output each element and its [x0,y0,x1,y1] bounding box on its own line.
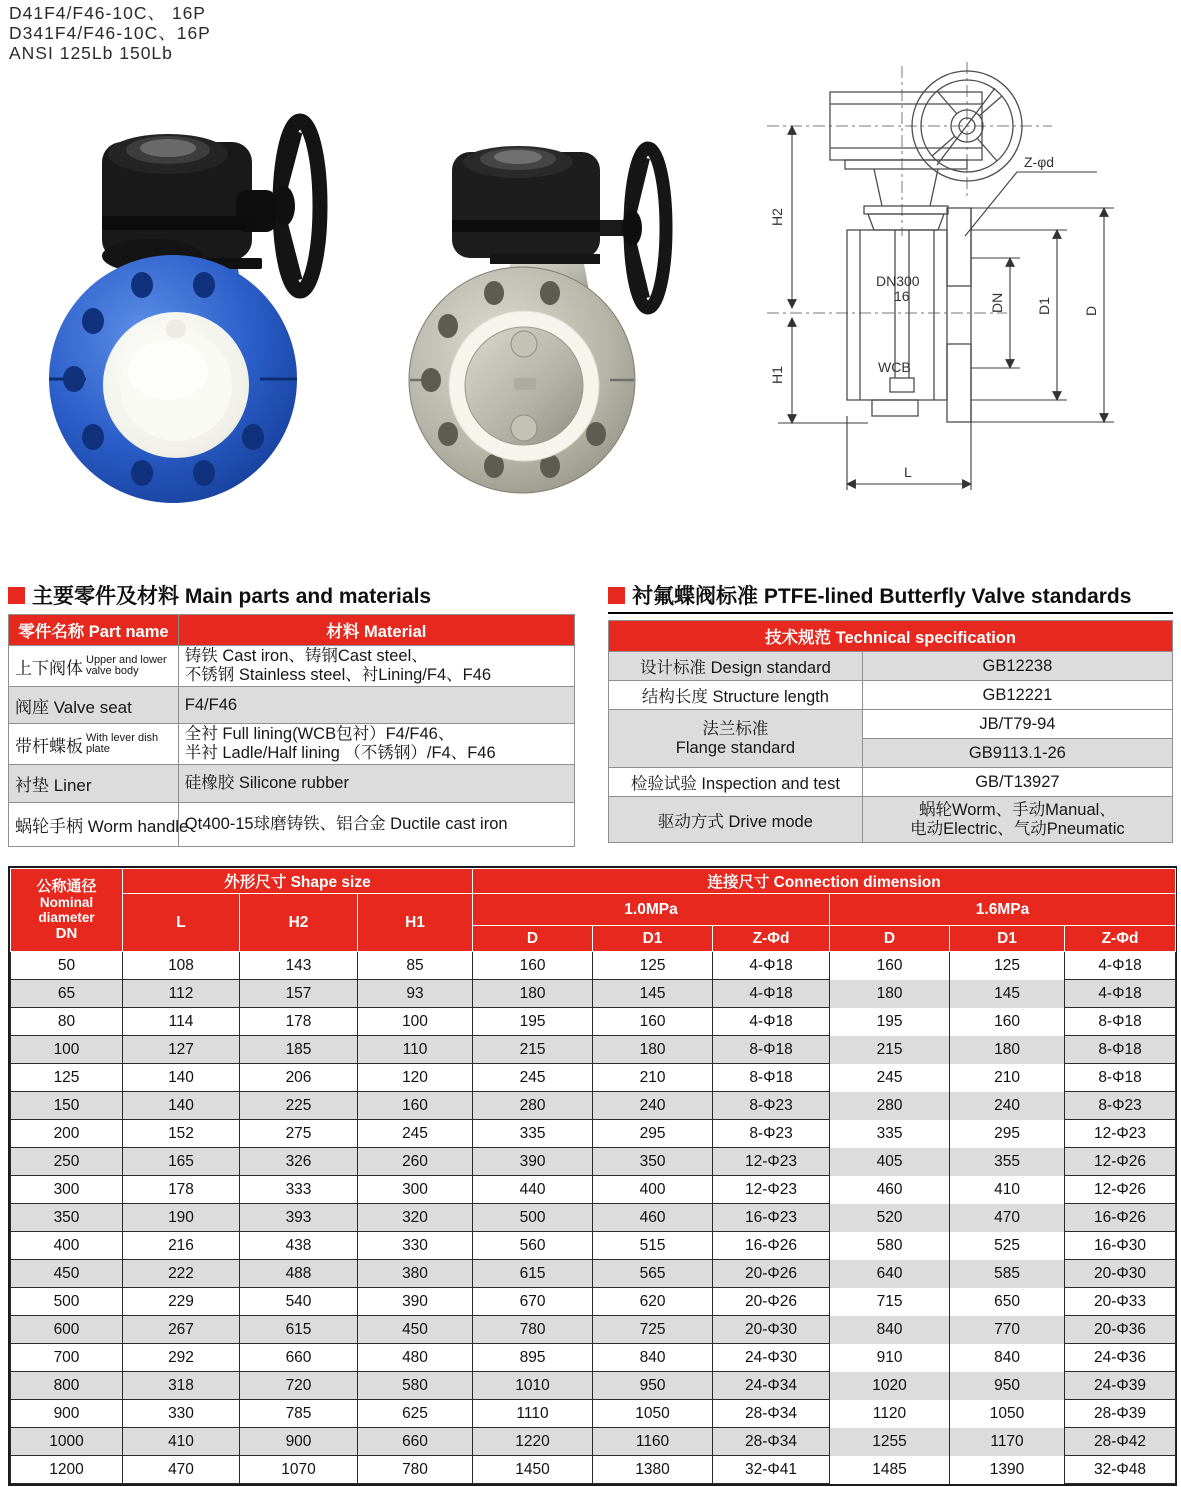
dim-cell: 500 [473,1204,593,1232]
material-cell: 铸铁 Cast iron、铸钢Cast steel、 不锈钢 Stainless steel、衬Lining/F4、F46 [178,646,574,687]
dim-cell: 178 [123,1176,240,1204]
dim-cell: 580 [358,1372,473,1400]
valve-body [409,264,635,493]
dn-dim-label: DN [989,292,1005,313]
dim-cell: 24-Φ34 [713,1372,830,1400]
design-standard-value: GB12238 [862,652,1172,681]
dim-cell: 160 [593,1008,713,1036]
col-header-d-10: D [473,926,593,952]
flange-standard-value-1: JB/T79-94 [862,710,1172,739]
dim-cell: 580 [830,1232,950,1260]
dim-cell: 400 [593,1176,713,1204]
tech-spec-header: 技术规范 Technical specification [609,621,1173,652]
dim-cell: 390 [473,1148,593,1176]
dim-cell: 330 [123,1400,240,1428]
dim-cell: 900 [11,1400,123,1428]
dim-cell: 295 [593,1120,713,1148]
dim-cell: 178 [240,1008,358,1036]
table-row [11,1344,1176,1372]
dim-cell: 540 [240,1288,358,1316]
col-header-z-10: Z-Φd [713,926,830,952]
dim-cell: 1450 [473,1456,593,1484]
dim-cell: 910 [830,1344,950,1372]
table-row [11,1260,1176,1288]
dim-cell: 85 [358,952,473,980]
dim-cell: 120 [358,1064,473,1092]
dim-cell: 480 [358,1344,473,1372]
part-name-cell: 蜗轮手柄 Worm handle [9,803,179,847]
photo-steel-valve [368,128,700,522]
dim-cell: 180 [473,980,593,1008]
h1-dim-label: H1 [769,366,785,384]
dim-cell: 32-Φ48 [1065,1456,1176,1484]
flange-standard-value-2: GB9113.1-26 [862,739,1172,768]
valve-dimension-drawing [752,58,1180,560]
dim-cell: 16-Φ23 [713,1204,830,1232]
dim-cell: 1390 [950,1456,1065,1484]
dim-cell: 125 [950,952,1065,980]
dim-cell: 1220 [473,1428,593,1456]
steel-valve-illustration [368,128,700,522]
col-header-d1-16: D1 [950,926,1065,952]
dim-cell: 280 [473,1092,593,1120]
dim-cell: 160 [830,952,950,980]
part-name-cell: 衬垫 Liner [9,765,179,803]
dim-cell: 8-Φ18 [1065,1064,1176,1092]
table-row [11,1372,1176,1400]
dim-cell: 240 [593,1092,713,1120]
dim-cell: 24-Φ30 [713,1344,830,1372]
dim-cell: 440 [473,1176,593,1204]
dim-cell: 8-Φ23 [713,1092,830,1120]
dim-cell: 16-Φ26 [713,1232,830,1260]
dim-cell: 215 [830,1036,950,1064]
dim-cell: 20-Φ30 [1065,1260,1176,1288]
col-header-h1: H1 [358,894,473,952]
table-row [11,1148,1176,1176]
standards-table [608,620,1173,843]
dim-cell: 560 [473,1232,593,1260]
dim-cell: 12-Φ23 [713,1176,830,1204]
table-row [11,1316,1176,1344]
table-row [11,1204,1176,1232]
col-header-material: 材料 Material [178,615,574,646]
dim-cell: 800 [11,1372,123,1400]
dim-cell: 195 [473,1008,593,1036]
dim-cell: 20-Φ33 [1065,1288,1176,1316]
gearbox-icon [452,146,600,264]
material-cell: 硅橡胶 Silicone rubber [178,765,574,803]
valve-body [49,255,297,503]
dim-cell: 720 [240,1372,358,1400]
model-codes [9,3,211,63]
dim-cell: 28-Φ34 [713,1400,830,1428]
table-row [11,1288,1176,1316]
z-phid-text: Z-φd [1024,154,1055,170]
structure-length-value: GB12221 [862,681,1172,710]
dim-cell: 295 [950,1120,1065,1148]
dim-cell: 245 [358,1120,473,1148]
gearbox-drawing [830,92,982,214]
dim-cell: 1050 [593,1400,713,1428]
dim-cell: 1070 [240,1456,358,1484]
dim-cell: 1160 [593,1428,713,1456]
dim-cell: 28-Φ42 [1065,1428,1176,1456]
dim-cell: 65 [11,980,123,1008]
dim-cell: 320 [358,1204,473,1232]
dim-cell: 565 [593,1260,713,1288]
dim-cell: 350 [11,1204,123,1232]
model-line-1: D41F4/F46-10C、 16P [9,3,206,23]
dim-cell: 250 [11,1148,123,1176]
d-dim-label: D [1083,305,1099,316]
dim-cell: 229 [123,1288,240,1316]
table-row [11,1456,1176,1484]
wcb-text: WCB [878,359,911,375]
dim-cell: 1010 [473,1372,593,1400]
standards-section [608,581,1173,847]
inspection-test-value: GB/T13927 [862,768,1172,797]
table-row [11,1092,1176,1120]
dim-cell: 1110 [473,1400,593,1428]
dim-cell: 20-Φ36 [1065,1316,1176,1344]
dim-cell: 185 [240,1036,358,1064]
dim-cell: 640 [830,1260,950,1288]
gearbox-icon [102,134,276,273]
dim-cell: 650 [950,1288,1065,1316]
dim-cell: 615 [473,1260,593,1288]
dim-cell: 330 [358,1232,473,1260]
dim-cell: 895 [473,1344,593,1372]
dim-cell: 127 [123,1036,240,1064]
dim-cell: 1170 [950,1428,1065,1456]
dim-cell: 152 [123,1120,240,1148]
group-header-1-0mpa: 1.0MPa [473,894,830,926]
dim-cell: 160 [473,952,593,980]
dim-cell: 245 [473,1064,593,1092]
dim-cell: 350 [593,1148,713,1176]
parts-section-title [8,581,575,609]
dim-cell: 8-Φ23 [1065,1092,1176,1120]
dim-cell: 4-Φ18 [1065,952,1176,980]
group-header-1-6mpa: 1.6MPa [830,894,1176,926]
dim-cell: 1050 [950,1400,1065,1428]
dim-cell: 216 [123,1232,240,1260]
dim-cell: 950 [950,1372,1065,1400]
dim-cell: 110 [358,1036,473,1064]
dim-cell: 620 [593,1288,713,1316]
dim-cell: 20-Φ26 [713,1260,830,1288]
col-header-l: L [123,894,240,952]
dim-cell: 145 [950,980,1065,1008]
dim-cell: 16-Φ30 [1065,1232,1176,1260]
dim-cell: 460 [593,1204,713,1232]
dim-cell: 410 [950,1176,1065,1204]
d1-dim-label: D1 [1036,297,1052,315]
design-standard-label: 设计标准 Design standard [609,652,863,681]
table-row [11,1176,1176,1204]
dim-cell: 195 [830,1008,950,1036]
dim-cell: 100 [358,1008,473,1036]
flange-standard-label: 法兰标准 Flange standard [609,710,863,768]
group-header-connection: 连接尺寸 Connection dimension [473,869,1176,894]
dim-cell: 410 [123,1428,240,1456]
dim-cell: 280 [830,1092,950,1120]
dim-cell: 28-Φ39 [1065,1400,1176,1428]
red-square-icon [608,587,625,604]
dim-cell: 215 [473,1036,593,1064]
dim-cell: 180 [830,980,950,1008]
dim-cell: 450 [11,1260,123,1288]
dim-cell: 275 [240,1120,358,1148]
photo-blue-valve [40,98,380,522]
dim-cell: 125 [11,1064,123,1092]
drive-mode-value: 蜗轮Worm、手动Manual、 电动Electric、气动Pneumatic [862,797,1172,843]
dim-cell: 670 [473,1288,593,1316]
technical-drawing [752,58,1180,560]
table-row [11,1008,1176,1036]
dim-cell: 12-Φ26 [1065,1176,1176,1204]
dim-cell: 780 [358,1456,473,1484]
table-row [11,1036,1176,1064]
dim-cell: 4-Φ18 [713,980,830,1008]
dim-cell: 267 [123,1316,240,1344]
model-line-2: D341F4/F46-10C、16P [9,23,211,43]
dim-cell: 145 [593,980,713,1008]
dim-cell: 470 [950,1204,1065,1232]
dim-cell: 715 [830,1288,950,1316]
dim-cell: 240 [950,1092,1065,1120]
dim-cell: 770 [950,1316,1065,1344]
parts-table [8,614,575,847]
dim-cell: 8-Φ23 [713,1120,830,1148]
dim-cell: 725 [593,1316,713,1344]
dim-cell: 8-Φ18 [1065,1036,1176,1064]
table-row [11,1232,1176,1260]
dim-cell: 200 [11,1120,123,1148]
dim-cell: 16-Φ26 [1065,1204,1176,1232]
dim-cell: 28-Φ34 [713,1428,830,1456]
col-header-dn: 公称通径 Nominal diameter DN [11,869,123,952]
dim-cell: 500 [11,1288,123,1316]
dim-cell: 390 [358,1288,473,1316]
dim-cell: 1380 [593,1456,713,1484]
dim-cell: 393 [240,1204,358,1232]
dim-cell: 4-Φ18 [1065,980,1176,1008]
dim-cell: 80 [11,1008,123,1036]
parts-title-text: 主要零件及材料 Main parts and materials [32,585,432,608]
dim-cell: 24-Φ39 [1065,1372,1176,1400]
dim-cell: 335 [830,1120,950,1148]
dim-cell: 50 [11,952,123,980]
dim-cell: 32-Φ41 [713,1456,830,1484]
dim-cell: 470 [123,1456,240,1484]
dim-cell: 112 [123,980,240,1008]
parts-section [8,581,575,847]
col-header-d1-10: D1 [593,926,713,952]
dim-cell: 615 [240,1316,358,1344]
dim-cell: 660 [240,1344,358,1372]
dim-cell: 20-Φ26 [713,1288,830,1316]
dim-cell: 780 [473,1316,593,1344]
dim-cell: 380 [358,1260,473,1288]
dimensions-tbody [11,952,1176,1484]
structure-length-label: 结构长度 Structure length [609,681,863,710]
dim-cell: 840 [593,1344,713,1372]
dim-cell: 150 [11,1092,123,1120]
dim-cell: 190 [123,1204,240,1232]
material-cell: F4/F46 [178,687,574,724]
dn300-text: DN300 [876,273,920,289]
model-line-3: ANSI 125Lb 150Lb [9,43,173,63]
inspection-test-label: 检验试验 Inspection and test [609,768,863,797]
dim-cell: 12-Φ26 [1065,1148,1176,1176]
dim-cell: 180 [950,1036,1065,1064]
dim-cell: 405 [830,1148,950,1176]
dim-cell: 318 [123,1372,240,1400]
body-drawing [847,208,971,422]
dim-cell: 225 [240,1092,358,1120]
dim-cell: 700 [11,1344,123,1372]
dim-cell: 180 [593,1036,713,1064]
dim-cell: 585 [950,1260,1065,1288]
z-phid-label [965,154,1097,236]
table-row [11,1064,1176,1092]
h2-dim-label: H2 [769,208,785,226]
dim-cell: 8-Φ18 [713,1036,830,1064]
drive-mode-label: 驱动方式 Drive mode [609,797,863,843]
dim-cell: 1120 [830,1400,950,1428]
dim-cell: 450 [358,1316,473,1344]
dim-cell: 260 [358,1148,473,1176]
dim-cell: 157 [240,980,358,1008]
dim-cell: 210 [950,1064,1065,1092]
dim-cell: 1020 [830,1372,950,1400]
dim-cell: 1255 [830,1428,950,1456]
dim-cell: 400 [11,1232,123,1260]
dim-cell: 438 [240,1232,358,1260]
dim-cell: 460 [830,1176,950,1204]
table-row [11,1428,1176,1456]
dim-cell: 12-Φ23 [1065,1120,1176,1148]
dim-cell: 1000 [11,1428,123,1456]
dim-cell: 114 [123,1008,240,1036]
dim-cell: 520 [830,1204,950,1232]
dim-cell: 8-Φ18 [713,1064,830,1092]
material-cell: 全衬 Full lining(WCB包衬）F4/F46、 半衬 Ladle/Half lining （不锈钢）/F4、F46 [178,724,574,765]
standards-title-text: 衬氟蝶阀标准 PTFE-lined Butterfly Valve standards [632,585,1132,608]
table-row [11,952,1176,980]
dim-cell: 515 [593,1232,713,1260]
dim-cell: 950 [593,1372,713,1400]
dim-cell: 8-Φ18 [1065,1008,1176,1036]
dimensions-table [10,868,1176,1484]
dim-cell: 165 [123,1148,240,1176]
dim-cell: 900 [240,1428,358,1456]
blue-valve-illustration [40,98,380,522]
col-header-h2: H2 [240,894,358,952]
dim-cell: 300 [358,1176,473,1204]
part-name-cell: 上下阀体 Upper and lower valve body [9,646,179,687]
group-header-shape-size: 外形尺寸 Shape size [123,869,473,894]
dim-cell: 840 [950,1344,1065,1372]
col-header-d-16: D [830,926,950,952]
dim-cell: 24-Φ36 [1065,1344,1176,1372]
dimensions-table-wrap [8,866,1177,1486]
table-row [11,1400,1176,1428]
dim-cell: 12-Φ23 [713,1148,830,1176]
dim-cell: 625 [358,1400,473,1428]
dim-cell: 1200 [11,1456,123,1484]
dim-cell: 333 [240,1176,358,1204]
dim-cell: 335 [473,1120,593,1148]
table-row [11,980,1176,1008]
dim-cell: 160 [950,1008,1065,1036]
dim-cell: 245 [830,1064,950,1092]
dim-cell: 660 [358,1428,473,1456]
dim-cell: 222 [123,1260,240,1288]
l-dim-label: L [904,464,912,480]
dim-cell: 355 [950,1148,1065,1176]
dim-cell: 4-Φ18 [713,1008,830,1036]
middle-sections [8,581,1173,847]
dim-cell: 206 [240,1064,358,1092]
dim-cell: 93 [358,980,473,1008]
col-header-part-name: 零件名称 Part name [9,615,179,646]
dim-cell: 4-Φ18 [713,952,830,980]
dim-cell: 125 [593,952,713,980]
dim-cell: 326 [240,1148,358,1176]
dim-cell: 300 [11,1176,123,1204]
dim-cell: 488 [240,1260,358,1288]
dim-cell: 292 [123,1344,240,1372]
red-square-icon [8,587,25,604]
material-cell: Qt400-15球磨铸铁、铝合金 Ductile cast iron [178,803,574,847]
dim-cell: 600 [11,1316,123,1344]
part-name-cell: 带杆蝶板 With lever dish plate [9,724,179,765]
dim-cell: 140 [123,1092,240,1120]
dim-cell: 108 [123,952,240,980]
dim-cell: 1485 [830,1456,950,1484]
dim-cell: 140 [123,1064,240,1092]
dim-cell: 525 [950,1232,1065,1260]
col-header-z-16: Z-Φd [1065,926,1176,952]
standards-section-title [608,581,1173,614]
dim-cell: 160 [358,1092,473,1120]
dim-cell: 840 [830,1316,950,1344]
pn-text: 16 [894,288,910,304]
table-row [11,1120,1176,1148]
dim-cell: 20-Φ30 [713,1316,830,1344]
dim-cell: 210 [593,1064,713,1092]
dim-cell: 100 [11,1036,123,1064]
part-name-cell: 阀座 Valve seat [9,687,179,724]
dim-cell: 785 [240,1400,358,1428]
dim-cell: 143 [240,952,358,980]
